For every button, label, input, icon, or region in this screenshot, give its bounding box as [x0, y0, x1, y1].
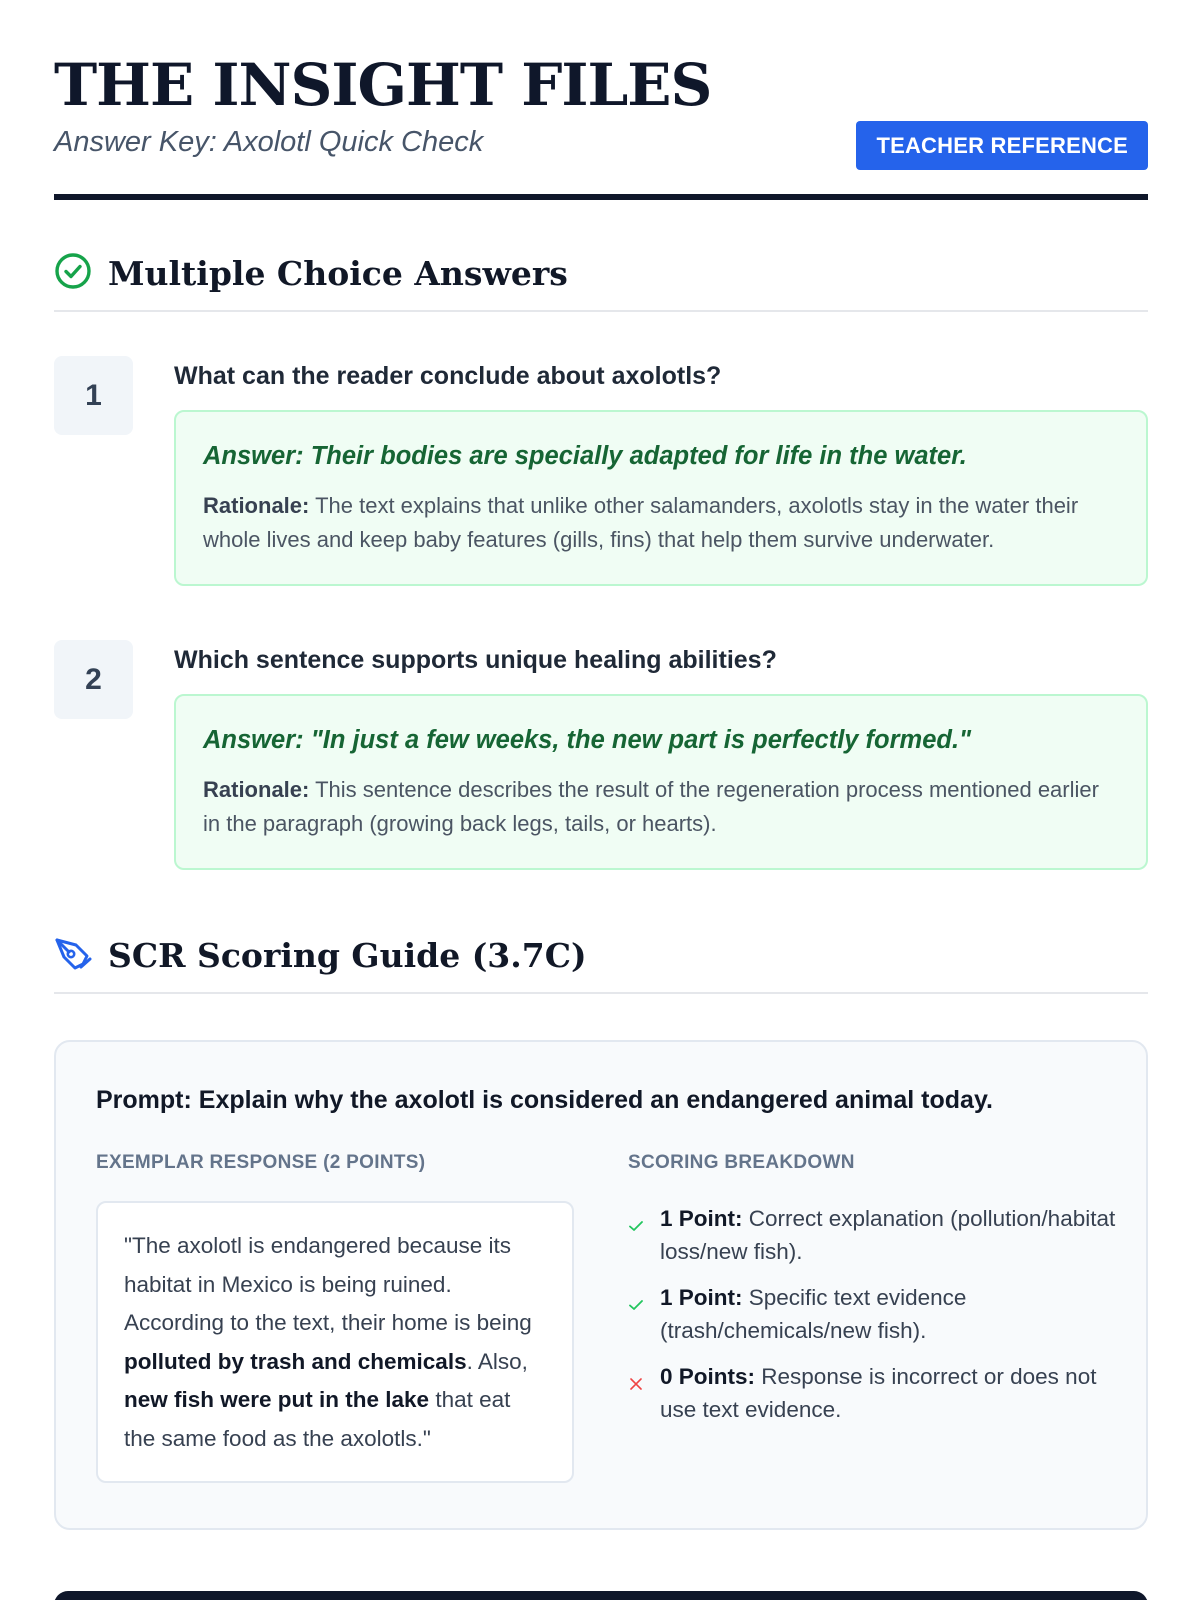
- rationale-text: This sentence describes the result of the regeneration process mentioned earlier in the paragraph (growing back legs, tails, or hearts).: [203, 777, 1099, 836]
- scoring-item: [628, 1281, 1118, 1347]
- scr-prompt: Prompt: Explain why the axolotl is considered an endangered animal today.: [96, 1086, 993, 1114]
- scr-section-heading: [54, 934, 1148, 994]
- rationale-label: Rationale:: [203, 493, 310, 518]
- exemplar-heading: EXEMPLAR RESPONSE (2 POINTS): [96, 1152, 426, 1173]
- scoring-item-text: Response is incorrect or does not use text evidence.: [660, 1364, 1097, 1422]
- breakdown-heading: SCORING BREAKDOWN: [628, 1152, 855, 1173]
- pen-tool-icon: [54, 934, 94, 974]
- scoring-item-text: Correct explanation (pollution/habitat loss/new fish).: [660, 1206, 1116, 1264]
- page-title: THE INSIGHT FILES: [54, 51, 712, 119]
- page-subtitle: Answer Key: Axolotl Quick Check: [54, 126, 484, 158]
- scoring-item-label: 1 Point:: [660, 1285, 743, 1310]
- x-icon: [628, 1376, 644, 1392]
- mc-section-title: Multiple Choice Answers: [108, 254, 568, 293]
- rationale: [203, 773, 1120, 841]
- check-icon: [628, 1297, 644, 1313]
- rationale-text: The text explains that unlike other salamanders, axolotls stay in the water their whole lives and keep baby features (gills, fins) that help them survive underwater.: [203, 493, 1079, 552]
- exemplar-text: . Also,: [466, 1348, 528, 1374]
- scoring-item-label: 1 Point:: [660, 1206, 743, 1231]
- rationale: [203, 489, 1120, 557]
- exemplar-text: "The axolotl is endangered because its habitat in Mexico is being ruined. According to the text, their home is being: [124, 1233, 532, 1335]
- document-header: [54, 0, 1148, 200]
- answer-box: [174, 694, 1148, 870]
- exemplar-highlight: new fish were put in the lake: [124, 1387, 430, 1412]
- answer-box: [174, 410, 1148, 586]
- check-circle-icon: [54, 252, 94, 292]
- footer-bar: [54, 1591, 1148, 1600]
- answer-text: Answer: "In just a few weeks, the new part is perfectly formed.": [203, 726, 972, 754]
- question-number: 2: [54, 640, 133, 719]
- scoring-item-text: Specific text evidence (trash/chemicals/new fish).: [660, 1285, 967, 1343]
- rationale-label: Rationale:: [203, 777, 310, 802]
- exemplar-response: [96, 1201, 574, 1483]
- scr-section-title: SCR Scoring Guide (3.7C): [108, 936, 587, 975]
- exemplar-text: that eat the same food as the axolotls.": [124, 1387, 511, 1451]
- teacher-reference-badge: TEACHER REFERENCE: [856, 121, 1148, 170]
- question-number: 1: [54, 356, 133, 435]
- check-icon: [628, 1218, 644, 1234]
- scoring-item: [628, 1202, 1118, 1268]
- exemplar-highlight: polluted by trash and chemicals: [124, 1348, 467, 1374]
- answer-text: Answer: Their bodies are specially adapted for life in the water.: [203, 442, 967, 470]
- scoring-breakdown-list: [628, 1202, 1118, 1439]
- mc-section-heading: [54, 252, 1148, 312]
- question-text: Which sentence supports unique healing abilities?: [174, 646, 777, 674]
- scoring-item-label: 0 Points:: [660, 1364, 756, 1389]
- scoring-item: [628, 1360, 1118, 1426]
- question-text: What can the reader conclude about axolotls?: [174, 362, 722, 390]
- scoring-guide-card: [54, 1040, 1148, 1530]
- answer-key-page: [54, 0, 1148, 1451]
